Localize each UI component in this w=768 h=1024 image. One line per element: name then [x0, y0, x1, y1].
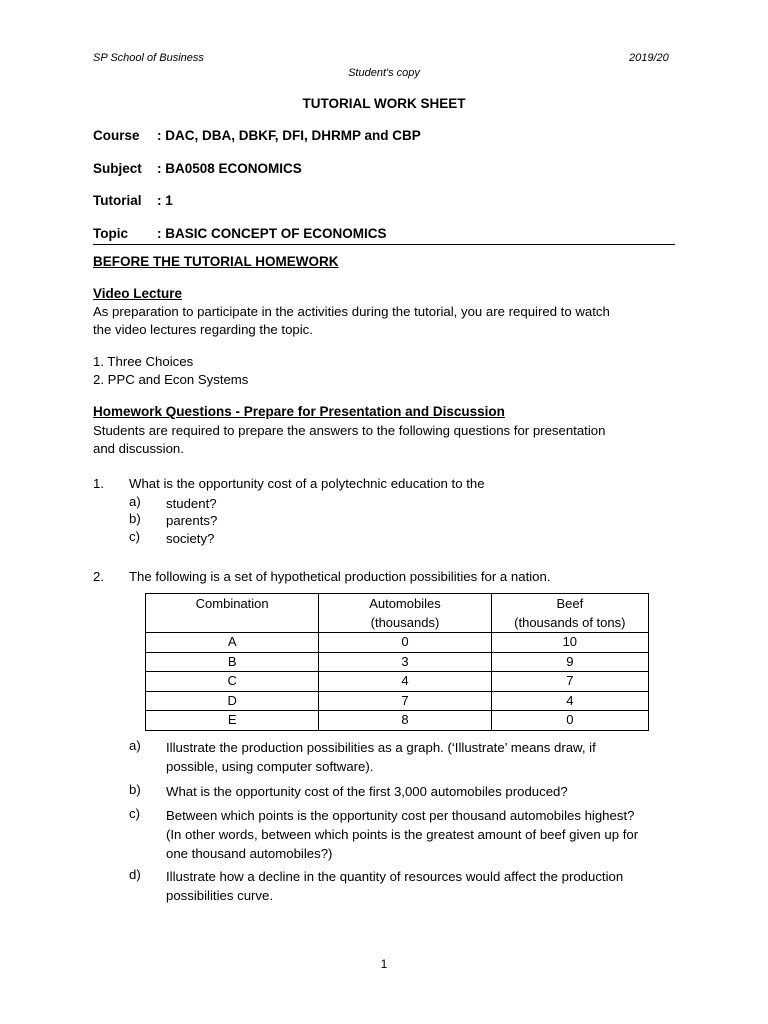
page-title: TUTORIAL WORK SHEET	[302, 96, 466, 111]
table-cell: 0	[319, 633, 491, 653]
table-cell: 4	[319, 672, 491, 692]
page-number: 1	[380, 957, 388, 971]
table-cell: 8	[319, 711, 491, 731]
q2-d-text	[166, 867, 676, 905]
table-cell: E	[146, 711, 319, 731]
q2-d-line1: Illustrate how a decline in the quantity of resources would affect the production	[166, 869, 624, 884]
q1-a-text: student?	[166, 496, 217, 511]
q1-number: 1.	[93, 476, 104, 491]
tutorial-label: Tutorial	[93, 193, 142, 208]
q1-b-text: parents?	[166, 513, 218, 528]
subject-label: Subject	[93, 161, 142, 176]
q2-c-label: c)	[129, 806, 140, 821]
homework-heading: Homework Questions - Prepare for Presentation and Discussion	[93, 404, 505, 419]
header-combination-line1: Combination	[195, 596, 269, 611]
video-para-line1: As preparation to participate in the activities during the tutorial, you are required to watch	[93, 304, 610, 319]
q2-text: The following is a set of hypothetical production possibilities for a nation.	[129, 569, 551, 584]
q2-a-line1: Illustrate the production possibilities as a graph. (‘Illustrate’ means draw, if	[166, 740, 596, 755]
video-lecture-paragraph	[93, 303, 678, 339]
q2-a-text	[166, 738, 676, 776]
video-lecture-heading: Video Lecture	[93, 286, 183, 301]
table-cell: 7	[491, 672, 648, 692]
header-beef	[491, 594, 648, 633]
table-row	[146, 672, 649, 692]
header-automobiles-line2: (thousands)	[370, 615, 440, 630]
q1-c-text: society?	[166, 531, 215, 546]
homework-para-line1: Students are required to prepare the answers to the following questions for presentation	[93, 423, 606, 438]
q1-c-label: c)	[129, 529, 140, 544]
homework-paragraph	[93, 422, 678, 458]
q2-a-label: a)	[129, 738, 141, 753]
subject-value: : BA0508 ECONOMICS	[157, 161, 302, 176]
q2-d-label: d)	[129, 867, 141, 882]
q2-c-line2: (In other words, between which points is the greatest amount of beef given up for	[166, 827, 639, 842]
course-label: Course	[93, 128, 140, 143]
header-beef-line2: (thousands of tons)	[514, 615, 626, 630]
table-row	[146, 691, 649, 711]
table-cell: D	[146, 691, 319, 711]
video-para-line2: the video lectures regarding the topic.	[93, 322, 313, 337]
table-row	[146, 711, 649, 731]
table-cell: 9	[491, 652, 648, 672]
q2-c-text	[166, 806, 676, 863]
table-header-row	[146, 594, 649, 633]
table-cell: A	[146, 633, 319, 653]
q1-a-label: a)	[129, 494, 141, 509]
table-cell: C	[146, 672, 319, 692]
header-copy: Student's copy	[348, 67, 420, 79]
production-possibilities-table	[145, 593, 649, 731]
table-row	[146, 633, 649, 653]
video-item-1: 1. Three Choices	[93, 354, 194, 369]
q2-a-line2: possible, using computer software).	[166, 759, 374, 774]
topic-label: Topic	[93, 226, 128, 241]
table-cell: 3	[319, 652, 491, 672]
header-year: 2019/20	[629, 52, 669, 64]
q2-b-line1: What is the opportunity cost of the first 3,000 automobiles produced?	[166, 784, 568, 799]
table-cell: 7	[319, 691, 491, 711]
q2-c-line3: one thousand automobiles?)	[166, 846, 333, 861]
course-value: : DAC, DBA, DBKF, DFI, DHRMP and CBP	[157, 128, 421, 143]
header-combination	[146, 594, 319, 633]
table-cell: 0	[491, 711, 648, 731]
q1-text: What is the opportunity cost of a polytechnic education to the	[129, 476, 485, 491]
homework-para-line2: and discussion.	[93, 441, 184, 456]
before-tutorial-heading: BEFORE THE TUTORIAL HOMEWORK	[93, 254, 339, 269]
q2-b-label: b)	[129, 782, 141, 797]
header-automobiles	[319, 594, 491, 633]
q1-b-label: b)	[129, 511, 141, 526]
q2-number: 2.	[93, 569, 104, 584]
header-automobiles-line1: Automobiles	[369, 596, 441, 611]
topic-value: : BASIC CONCEPT OF ECONOMICS	[157, 226, 387, 241]
q2-b-text	[166, 782, 676, 801]
header-beef-line1: Beef	[556, 596, 584, 611]
q2-c-line1: Between which points is the opportunity cost per thousand automobiles highest?	[166, 808, 635, 823]
q2-d-line2: possibilities curve.	[166, 888, 274, 903]
header-school: SP School of Business	[93, 52, 204, 64]
video-item-2: 2. PPC and Econ Systems	[93, 372, 249, 387]
table-cell: B	[146, 652, 319, 672]
tutorial-value: : 1	[157, 193, 173, 208]
table-cell: 4	[491, 691, 648, 711]
table-row	[146, 652, 649, 672]
header-rule	[93, 244, 675, 245]
table-cell: 10	[491, 633, 648, 653]
